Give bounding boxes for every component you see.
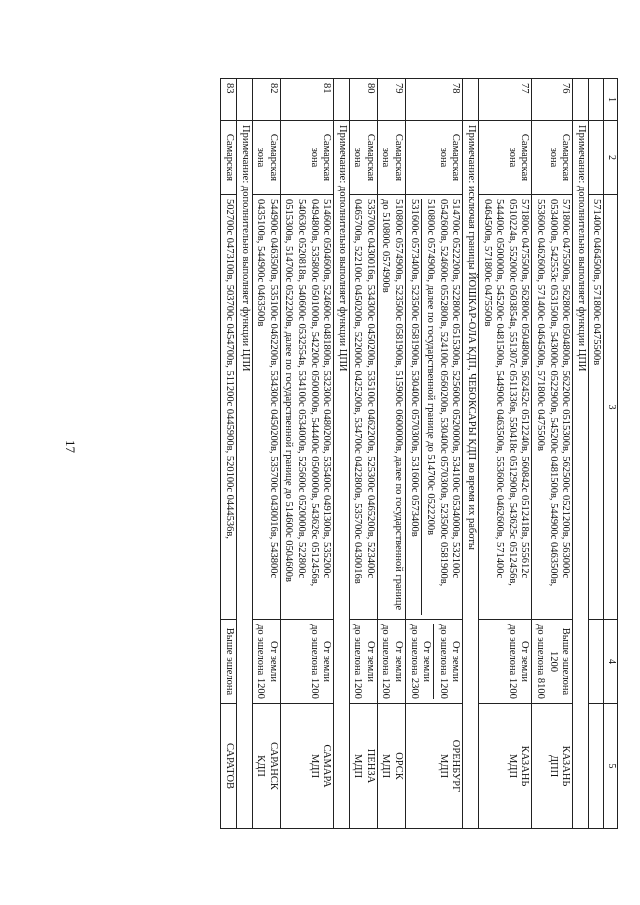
unit-line: КАЗАНЬ — [560, 745, 572, 787]
altitude-cell — [532, 620, 573, 704]
zone-name: Самарская зона — [349, 121, 377, 195]
coordinates: 535700с 0430016в, 534300с 0450200в, 535100с 0462200в, 525300с 0465200в, 523400с 0465700в, 522100с 0450200в, 522000с 0425200в, 534700с 0422800в, 535700с 0430016в — [352, 199, 376, 584]
unit-line: ОРЕНБУРГ — [450, 739, 462, 793]
unit-line: КАЗАНЬ — [519, 745, 531, 787]
unit-line: КДП — [255, 755, 267, 777]
level-line: до эшелона 1200 — [308, 624, 320, 699]
unit-line: САМАРА — [321, 744, 333, 788]
level-line: до эшелона 1200 — [380, 624, 392, 699]
empty-cell — [588, 620, 604, 704]
column-header: 5 — [604, 704, 618, 829]
header-row — [604, 79, 618, 829]
altitude-cell — [349, 620, 377, 704]
table-row — [406, 79, 463, 829]
coordinates-cell — [532, 195, 573, 620]
coordinates: 514700с 0522200в, 522800с 0515300в, 525600с 0520000в, 534100с 0534000в, 532100с 0542600в, 524600с 0552800в, 524100с 0560200в, 530400с 0570300в, 523500с 0581900в, 510800с 0574900в, далее по государственной границе до 514700с 0522200в — [425, 199, 462, 587]
row-number: 76 — [532, 79, 573, 121]
note-row — [334, 79, 350, 829]
unit-line: ДПП — [547, 754, 559, 778]
coordinates-cell — [479, 195, 532, 620]
table-row — [221, 79, 237, 829]
level-line-secondary: От земли — [421, 640, 433, 683]
zone-name: Самарская зона — [252, 121, 280, 195]
row-number: 80 — [349, 79, 377, 121]
column-header: 3 — [604, 195, 618, 620]
level-line: до эшелона 1200 — [506, 624, 518, 699]
coordinates-cell — [252, 195, 280, 620]
unit-line: ОРСК — [393, 752, 405, 780]
table-row — [252, 79, 280, 829]
level-line: до эшелона 1200 — [352, 624, 364, 699]
control-unit-cell — [280, 704, 333, 829]
column-header: 1 — [604, 79, 618, 121]
altitude-cell — [406, 620, 463, 704]
coordinates-secondary: 531600с 0573400в, 523500с 0581900в, 530400с 0570300в, 531600с 0573400в — [407, 199, 422, 615]
level-line: Выше эшелона — [223, 627, 235, 696]
note-row — [463, 79, 479, 829]
table-row — [532, 79, 573, 829]
control-unit-cell — [479, 704, 532, 829]
level-line: до эшелона 1200 — [255, 624, 267, 699]
empty-cell — [588, 79, 604, 121]
note-text: Примечание: дополнительно выполняет функции ЦПИ — [573, 121, 589, 829]
control-unit-cell — [406, 704, 463, 829]
coordinates: 510800с 0574900в, 523500с 0581900в, 515900с 0600000в, далее по государственной границе до 510800с 0574900в — [380, 199, 405, 611]
zone-name: Самарская зона — [377, 121, 405, 195]
empty-cell — [573, 79, 589, 121]
control-unit-cell — [221, 704, 237, 829]
unit-line: САРАНСК — [267, 742, 279, 790]
level-line: От земли — [321, 640, 333, 683]
coordinates: 571800с 0475500в, 562800с 0504800в, 562200с 0515300в, 562500с 0521200в, 563000с 0534000в, 542553с 0531500в, 543000с 0522900в, 545200с 0481500в, 544900с 0463500в, 553600с 0462600в, 571400с 0464500в, 571800с 0475500в — [535, 199, 572, 587]
note-row — [573, 79, 589, 829]
row-number: 83 — [221, 79, 237, 121]
row-number: 81 — [280, 79, 333, 121]
note-text: Примечание: дополнительно выполняет функции ЦПИ — [236, 121, 252, 829]
zone-name: Самарская — [221, 121, 237, 195]
zone-name: Самарская зона — [406, 121, 463, 195]
control-unit-cell — [377, 704, 405, 829]
unit-line: САРАТОВ — [223, 742, 235, 790]
unit-line: МДП — [437, 753, 449, 779]
note-row — [236, 79, 252, 829]
empty-cell — [236, 79, 252, 121]
continuation-row — [588, 79, 604, 829]
row-number: 77 — [479, 79, 532, 121]
table-row — [377, 79, 405, 829]
airspace-table — [220, 78, 618, 829]
rotated-page — [100, 78, 618, 828]
table-row — [280, 79, 333, 829]
coordinates-cell — [221, 195, 237, 620]
control-unit-cell — [349, 704, 377, 829]
zone-name: Самарская зона — [532, 121, 573, 195]
row-number: 79 — [377, 79, 405, 121]
level-line: до эшелона 8100 — [535, 624, 547, 699]
altitude-cell — [377, 620, 405, 704]
row-number: 78 — [406, 79, 463, 121]
column-header: 4 — [604, 620, 618, 704]
level-line: От земли — [364, 640, 376, 683]
zone-name: Самарская зона — [280, 121, 333, 195]
unit-line: МДП — [352, 753, 364, 779]
level-line: От земли — [450, 640, 462, 683]
zone-name: Самарская зона — [479, 121, 532, 195]
altitude-cell — [252, 620, 280, 704]
note-text: Примечание: дополнительно выполняет функции ЦПИ — [334, 121, 350, 829]
page-number: 17 — [63, 440, 78, 453]
coordinates: 514600с 0504600в, 524600с 0481800в, 532300с 0480200в, 535400с 0491300в, 535200с 0494800в, 535800с 0501000в, 542200с 0500000в, 544400с 0500000в, 543626с 0512456в, 540630с 0520818в, 540600с 0532554в, 534100с 0534000в, 525600с 0520000в, 522800с 0515300в, 514700с 0522200в, далее по государственной границе до 514600с 0504600в — [283, 199, 333, 587]
unit-line: ПЕНЗА — [364, 748, 376, 784]
level-line: От земли — [267, 640, 279, 683]
coordinates: 571800с 0475500в, 562800с 0504800в, 562452с 0512240в, 560842с 0512418в, 555612с 0510224в, 552000с 0503854в, 551307с 0511336в, 550418с 0512900в, 543625с 0512456в, 544400с 0500000в, 545200с 0481500в, 544900с 0463500в, 553600с 0462600в, 571400с 0464500в, 571800с 0475500в — [481, 199, 531, 586]
coordinates-cell — [406, 195, 463, 620]
level-line: От земли — [519, 640, 531, 683]
level-line: Выше эшелона 1200 — [547, 627, 572, 696]
level-line: От земли — [393, 640, 405, 683]
unit-line: МДП — [380, 753, 392, 779]
coordinates: 502700с 0473100в, 503700с 0454700в, 511200с 0445900в, 520100с 0444536в, — [223, 199, 235, 539]
coordinates: 544900с 0463500в, 535100с 0462200в, 534300с 0450200в, 535700с 0430016в, 543800с 0435100в, 544900с 0463500в — [255, 199, 279, 579]
empty-cell — [463, 79, 479, 121]
table-row — [349, 79, 377, 829]
coordinates-cell — [280, 195, 333, 620]
row-number: 82 — [252, 79, 280, 121]
altitude-cell — [479, 620, 532, 704]
altitude-cell — [221, 620, 237, 704]
coordinates-cell — [349, 195, 377, 620]
coordinates-cell: 571400с 0464500в, 571800с 0475500в — [588, 195, 604, 620]
control-unit-cell — [252, 704, 280, 829]
empty-cell — [588, 704, 604, 829]
empty-cell — [588, 121, 604, 195]
note-text: Примечание: исключая границы ЙОШКАР-ОЛА КДП, ЧЕБОКСАРЫ КДП во время их работы — [463, 121, 479, 829]
table-row — [479, 79, 532, 829]
empty-cell — [334, 79, 350, 121]
unit-line: МДП — [308, 753, 320, 779]
unit-line: МДП — [506, 753, 518, 779]
level-line-secondary: до эшелона 2300 — [408, 624, 420, 699]
level-line: до эшелона 1200 — [437, 624, 449, 699]
column-header: 2 — [604, 121, 618, 195]
coordinates-cell — [377, 195, 405, 620]
altitude-cell — [280, 620, 333, 704]
control-unit-cell — [532, 704, 573, 829]
